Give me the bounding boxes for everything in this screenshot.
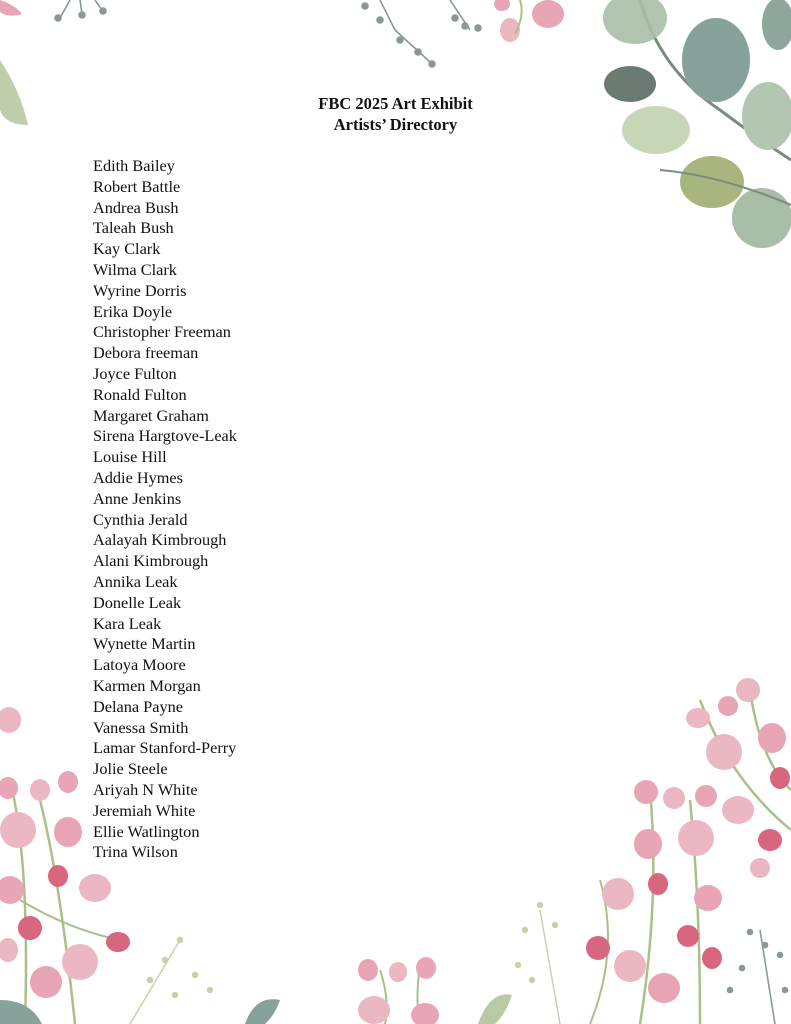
list-item: Erika Doyle (93, 301, 173, 321)
list-item: Aalayah Kimbrough (93, 530, 227, 550)
list-item: Latoya Moore (93, 655, 186, 675)
list-item: Anne Jenkins (93, 488, 182, 508)
list-item: Lamar Stanford-Perry (93, 738, 237, 758)
list-item: Kay Clark (93, 239, 161, 259)
list-item: Jeremiah White (93, 800, 196, 820)
list-item: Debora freeman (93, 343, 199, 363)
list-item: Louise Hill (93, 447, 167, 467)
list-item: Margaret Graham (93, 405, 209, 425)
list-item: Sirena Hargtove-Leak (93, 426, 237, 446)
list-item: Ronald Fulton (93, 384, 187, 404)
list-item: Delana Payne (93, 696, 183, 716)
list-item: Edith Bailey (93, 156, 175, 175)
list-item: Andrea Bush (93, 197, 179, 217)
list-item: Taleah Bush (93, 218, 174, 238)
page-title: FBC 2025 Art Exhibit (318, 94, 473, 113)
list-item: Kara Leak (93, 613, 162, 633)
list-item: Ellie Watlington (93, 821, 200, 841)
list-item: Robert Battle (93, 176, 181, 196)
list-item: Alani Kimbrough (93, 551, 209, 571)
list-item: Annika Leak (93, 571, 178, 591)
list-item: Cynthia Jerald (93, 509, 188, 529)
list-item: Vanessa Smith (93, 717, 189, 737)
list-item: Donelle Leak (93, 592, 182, 612)
top-blossom-icon (494, 0, 564, 42)
list-item: Addie Hymes (93, 467, 183, 487)
list-item: Ariyah N White (93, 779, 198, 799)
list-item: Wilma Clark (93, 259, 177, 279)
list-item: Christopher Freeman (93, 322, 231, 342)
list-item: Jolie Steele (93, 759, 168, 779)
bottom-center-blossom-icon (358, 957, 512, 1024)
list-item: Joyce Fulton (93, 363, 177, 383)
top-sprig-icon (55, 0, 481, 67)
list-item: Karmen Morgan (93, 675, 201, 695)
list-item: Trina Wilson (93, 842, 178, 862)
artist-list (93, 156, 237, 863)
page-subtitle: Artists’ Directory (333, 115, 458, 134)
bottom-right-blossom-icon (516, 678, 791, 1024)
list-item: Wyrine Dorris (93, 280, 187, 300)
directory-header (0, 93, 791, 135)
list-item: Wynette Martin (93, 634, 196, 654)
